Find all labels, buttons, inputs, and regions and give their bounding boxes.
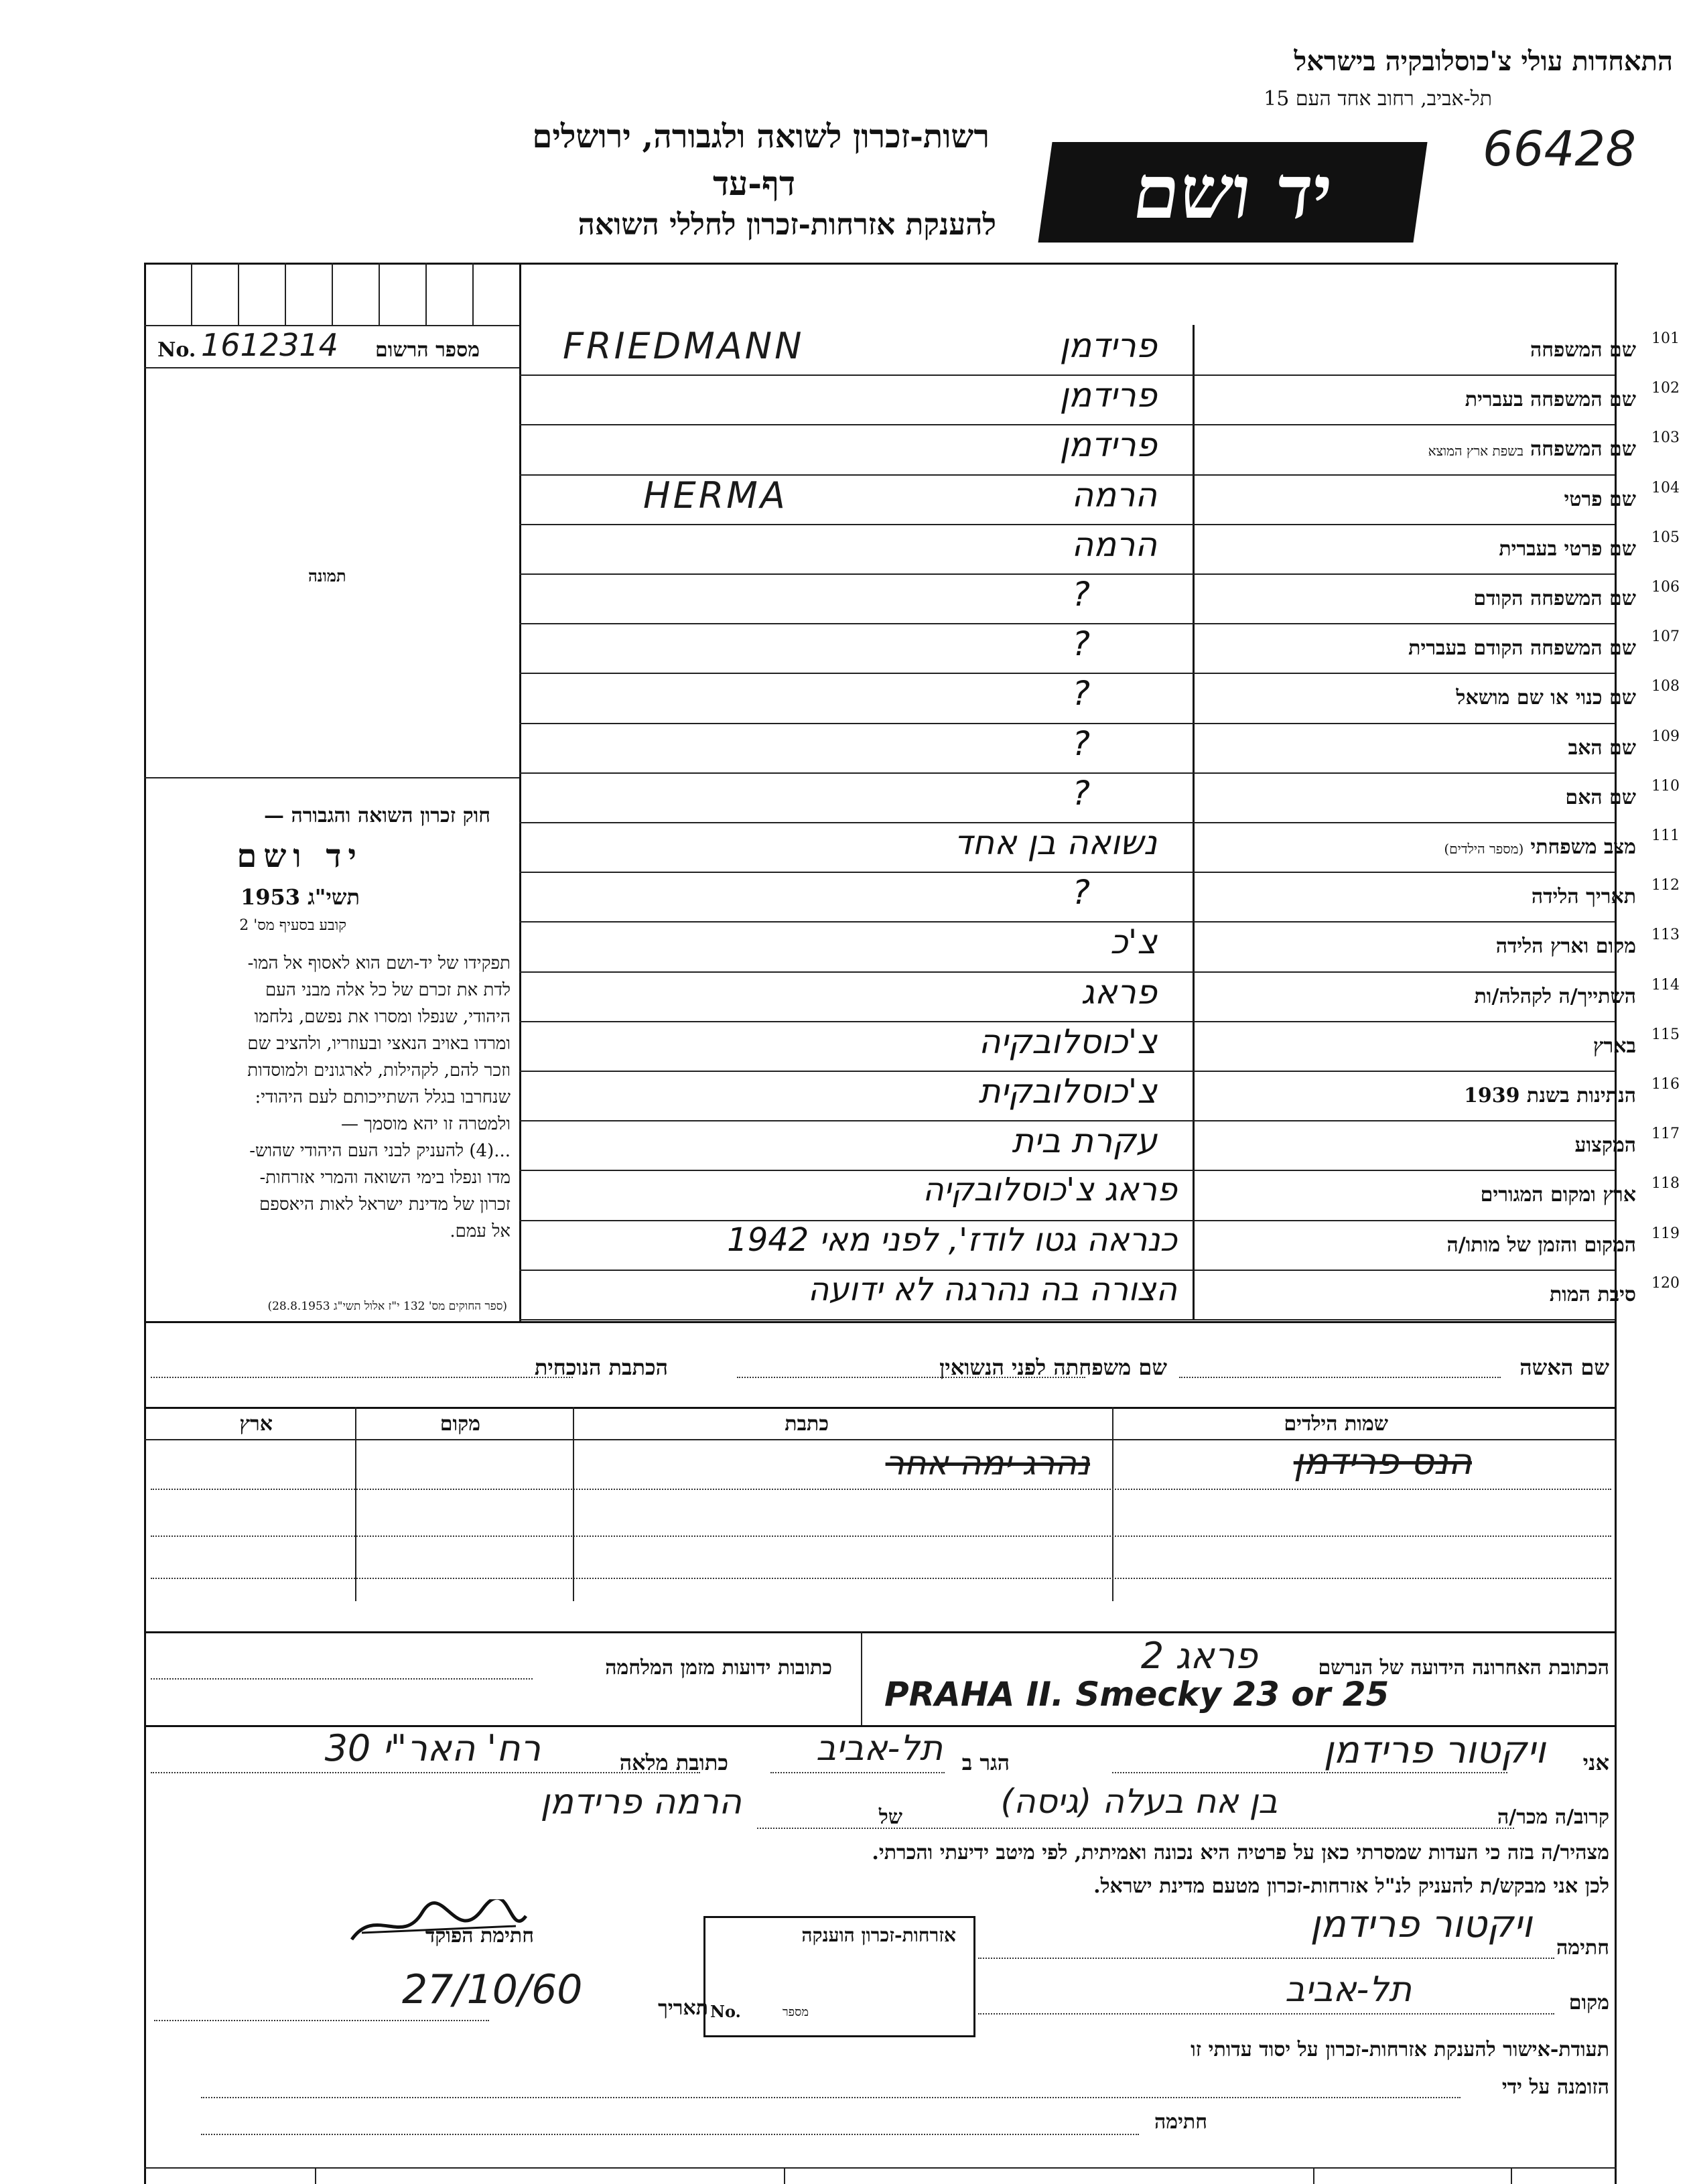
- field-label: [1464, 1084, 1636, 1107]
- field-label: [1593, 1034, 1636, 1058]
- law-line: וזכר להם, לקהילות, לארגונים ולמוסדות: [247, 1061, 511, 1081]
- declaration-line-1: מצהיר/ה בזה כי העדות שמסרתי כאן על פרטיה היא נכונה ואמיתית, לפי מיטב ידיעתי והכרתי.: [872, 1841, 1609, 1864]
- law-line: לדת את זכרם של כל אלה מבני העם: [265, 980, 511, 1000]
- children-header-place: מקום: [439, 1412, 480, 1436]
- signature-label: חתימה: [1556, 1936, 1609, 1960]
- field-label: [1473, 587, 1636, 610]
- field-value: פראג צ'כוסלובקיה: [923, 1171, 1177, 1209]
- officer-signature-scribble: [348, 1899, 529, 1963]
- field-label-text: המקום והזמן של מותו/ה: [1446, 1233, 1636, 1257]
- field-value-latin: HERMA: [643, 474, 788, 517]
- field-label: [1575, 1134, 1636, 1157]
- field-label-text: מקום וארץ הלידה: [1495, 935, 1636, 959]
- field-value: כנראה גטו לודז', לפני מאי 1942: [727, 1221, 1177, 1259]
- certificate-line-2: הזומנה על ידי: [1501, 2075, 1609, 2099]
- declarant-address: רח' האר"י 30: [324, 1727, 541, 1769]
- declarant-relation: בן אח בעלה (גיסה): [1000, 1782, 1278, 1821]
- certificate-line-1: תעודת-אישור להענקת אזרחות-זכרון על יסוד עדותי זו: [1191, 2038, 1609, 2061]
- grant-box-title: אזרחות-זכרון הוענקה: [801, 1924, 956, 1946]
- wife-label: שם האשה: [1519, 1355, 1609, 1380]
- law-line: ומרדו באויב הנאצי ובעוזריו, ולהציב שם: [247, 1034, 511, 1054]
- field-value: ?: [1072, 575, 1090, 614]
- last-address-he: פראג 2: [1140, 1635, 1258, 1677]
- field-label: [1565, 786, 1636, 809]
- field-label: [1481, 1183, 1636, 1207]
- field-number: 104: [1651, 479, 1680, 496]
- grant-box-number-label: מספר: [782, 2005, 809, 2019]
- field-value: ?: [1072, 873, 1090, 912]
- field-label-text: שם האם: [1565, 785, 1636, 809]
- field-value: ?: [1072, 674, 1090, 713]
- field-value: צ'כוסלובקית: [978, 1072, 1157, 1111]
- declarant-city: תל-אביב: [815, 1728, 943, 1769]
- law-year: תשי"ג 1953: [241, 884, 360, 910]
- field-number: 109: [1651, 728, 1680, 745]
- field-value: הרמה: [1071, 525, 1157, 564]
- field-number: 105: [1651, 529, 1680, 546]
- law-footnote: (ספר החוקים מס' 132 י"ז אלול תשי"ג 28.8.1953): [267, 1300, 507, 1313]
- law-title: חוק זכרון השואה והגבורה —: [264, 804, 490, 827]
- field-label-text: סיבת המות: [1549, 1282, 1636, 1306]
- field-label: [1428, 437, 1636, 461]
- field-number: 110: [1651, 777, 1680, 795]
- field-label: [1447, 1233, 1636, 1257]
- law-line: אל עמם.: [450, 1221, 511, 1241]
- children-header-names: שמות הילדים: [1284, 1412, 1388, 1436]
- law-name: יד ושם: [236, 837, 363, 875]
- authority-title: רשות-זכרון לשואה ולגבורה, ירושלים: [532, 118, 990, 155]
- field-label-text: שם פרטי בעברית: [1499, 537, 1636, 561]
- registration-no-label: No.: [157, 338, 196, 362]
- certificate-signature-label: חתימה: [1154, 2110, 1207, 2134]
- declarant-place: תל-אביב: [1284, 1970, 1412, 2010]
- field-number: 120: [1651, 1274, 1680, 1292]
- field-label-text: הנתינות בשנת 1939: [1463, 1084, 1636, 1107]
- field-label: [1456, 686, 1636, 709]
- law-line: שנחרבו בגלל השתייכותם לעם היהודי:: [255, 1087, 511, 1107]
- field-label-text: שם המשפחה הקודם בעברית: [1408, 636, 1636, 661]
- wife-maiden-label: שם משפחתה לפני הנשואין: [939, 1355, 1167, 1380]
- field-label-text: השתייך/ה לקהלה/ות: [1474, 984, 1636, 1008]
- field-label: [1408, 636, 1636, 660]
- field-label: [1475, 985, 1636, 1008]
- declarant-relation-label: קרוב/ה מכר/ה: [1497, 1805, 1609, 1829]
- field-label-small: בשפת ארץ המוצא: [1428, 443, 1523, 460]
- field-value: פראג: [1081, 972, 1157, 1012]
- law-line: היהודי, שנפלו ומסרו את נפשם, נלחמו: [254, 1007, 511, 1027]
- field-number: 113: [1651, 927, 1680, 944]
- field-label-text: ארץ ומקום המגורים: [1480, 1183, 1636, 1207]
- last-address-latin: PRAHA II. Smecky 23 or 25: [884, 1675, 1390, 1714]
- field-number: 107: [1651, 628, 1680, 646]
- declarant-of-label: של: [878, 1805, 902, 1829]
- field-number: 102: [1651, 380, 1680, 397]
- field-number: 103: [1651, 429, 1680, 447]
- field-number: 119: [1651, 1225, 1680, 1242]
- declaration-line-2: לכן אני מבקש/ת להעניק לנ"ל אזרחות-זכרון מטעם מדינת ישראל.: [1093, 1874, 1609, 1898]
- field-label: [1564, 488, 1636, 511]
- field-value-latin: FRIEDMANN: [563, 325, 805, 367]
- date-label: תאריך: [658, 1996, 708, 2020]
- field-value: ?: [1072, 624, 1090, 664]
- logo-text: יד ושם: [1128, 149, 1338, 235]
- stamp-org-line: התאחדות עולי צ'כוסלובקיה בישראל: [1294, 46, 1673, 77]
- law-line: מדו ונפלו בימי השואה והמרי אזרחות-: [259, 1168, 511, 1188]
- form-subtitle: להענקת אזרחות-זכרון לחללי השואה: [578, 208, 996, 242]
- field-value: צ'כ: [1110, 923, 1157, 962]
- field-label-text: שם כנוי או שם מושאל: [1456, 686, 1636, 710]
- field-label: [1550, 1283, 1636, 1306]
- law-line: תפקידו של יד-ושם הוא לאסוף אל המו-: [247, 953, 511, 973]
- field-number: 117: [1651, 1125, 1680, 1143]
- field-value: צ'כוסלובקיה: [978, 1022, 1157, 1061]
- registration-label: מספר הרשום: [375, 338, 480, 362]
- field-label-text: מצב משפחתי: [1530, 835, 1636, 859]
- field-number: 114: [1651, 976, 1680, 994]
- declarant-of-name: הרמה פרידמן: [540, 1782, 742, 1822]
- handwritten-id: 66428: [1482, 121, 1636, 177]
- officer-signature-label: חתימת הפוקד: [425, 1924, 534, 1948]
- grant-box-no-label: No.: [710, 2002, 741, 2021]
- children-header-address: כתבת: [785, 1412, 829, 1436]
- law-clause: קובע בסעיף מס' 2: [239, 917, 346, 934]
- declarant-name: ויקטור פרידמן: [1323, 1728, 1546, 1772]
- signature-scribble-icon: [348, 1899, 529, 1953]
- field-label: [1444, 835, 1636, 859]
- field-label-text: שם המשפחה הקודם: [1473, 587, 1636, 610]
- wife-address-label: הכתבת הנוכחית: [534, 1355, 668, 1380]
- field-label-text: שם המשפחה: [1530, 437, 1636, 462]
- declarant-signature: ויקטור פרידמן: [1310, 1903, 1532, 1946]
- field-label: [1530, 338, 1636, 362]
- field-number: 115: [1651, 1026, 1680, 1043]
- field-value: עקרת בית: [1012, 1121, 1157, 1161]
- field-number: 108: [1651, 678, 1680, 695]
- field-label: [1496, 935, 1636, 958]
- field-number: 116: [1651, 1076, 1680, 1093]
- law-line: ולמטרה זו יהא מוסמך —: [340, 1114, 511, 1134]
- field-label-text: שם המשפחה: [1530, 338, 1636, 362]
- field-value: ?: [1072, 724, 1090, 763]
- law-line: ...(4) להעניק לבני העם היהודי שהוש-: [249, 1141, 511, 1161]
- field-label-text: שם המשפחה בעברית: [1465, 388, 1636, 412]
- stamp-address-line: תל-אביב, רחוב אחד העם 15: [1264, 87, 1492, 111]
- field-label-text: שם פרטי: [1564, 487, 1636, 511]
- field-value: ?: [1072, 773, 1090, 813]
- field-label-text: בארץ: [1593, 1034, 1636, 1058]
- law-body: [149, 950, 511, 1245]
- children-header-country: ארץ: [239, 1412, 273, 1436]
- field-number: 106: [1651, 579, 1680, 596]
- field-label-text: המקצוע: [1574, 1134, 1636, 1158]
- field-value: נשואה בן אחד: [954, 823, 1157, 862]
- field-number: 101: [1651, 330, 1680, 347]
- field-label: [1568, 736, 1636, 760]
- field-label: [1465, 388, 1636, 411]
- field-label-small: (מספר הילדים): [1444, 841, 1524, 857]
- registration-number: 1612314: [201, 327, 338, 363]
- last-address-label: הכתובת האחרונה הידועה של הנרשם: [1318, 1656, 1609, 1680]
- field-label: [1532, 885, 1636, 908]
- field-value: פרידמן: [1059, 326, 1157, 365]
- child-name-1: הנס פרידמן: [1293, 1440, 1472, 1483]
- wartime-addresses-label: כתובות ידועות מזמן המלחמה: [605, 1656, 832, 1680]
- declarant-i-label: אני: [1582, 1750, 1609, 1775]
- yad-vashem-logo: [1038, 142, 1427, 243]
- field-value: הצורה בה נהרגה לא ידועה: [807, 1270, 1177, 1308]
- field-label-text: תאריך הלידה: [1531, 885, 1636, 909]
- field-value: הרמה: [1071, 475, 1157, 515]
- field-value: פרידמן: [1059, 376, 1157, 415]
- field-number: 111: [1651, 827, 1680, 844]
- declaration-date: 27/10/60: [402, 1966, 583, 2013]
- photo-label: תמונה: [308, 566, 346, 586]
- child-address-1: נהרג ימה אחר: [885, 1444, 1090, 1483]
- law-line: זכרון של מדינת ישראל לאות היאספם: [259, 1195, 511, 1215]
- field-label-text: שם האב: [1568, 736, 1636, 760]
- field-number: 112: [1651, 877, 1680, 894]
- field-value: פרידמן: [1059, 425, 1157, 465]
- field-number: 118: [1651, 1175, 1680, 1192]
- declarant-address-label: כתובת מלאה: [619, 1750, 728, 1775]
- place-label: מקום: [1568, 1991, 1609, 2015]
- form-title: דף-עד: [712, 163, 795, 203]
- declarant-resides-label: הגר ב: [961, 1750, 1010, 1775]
- field-label: [1499, 537, 1636, 561]
